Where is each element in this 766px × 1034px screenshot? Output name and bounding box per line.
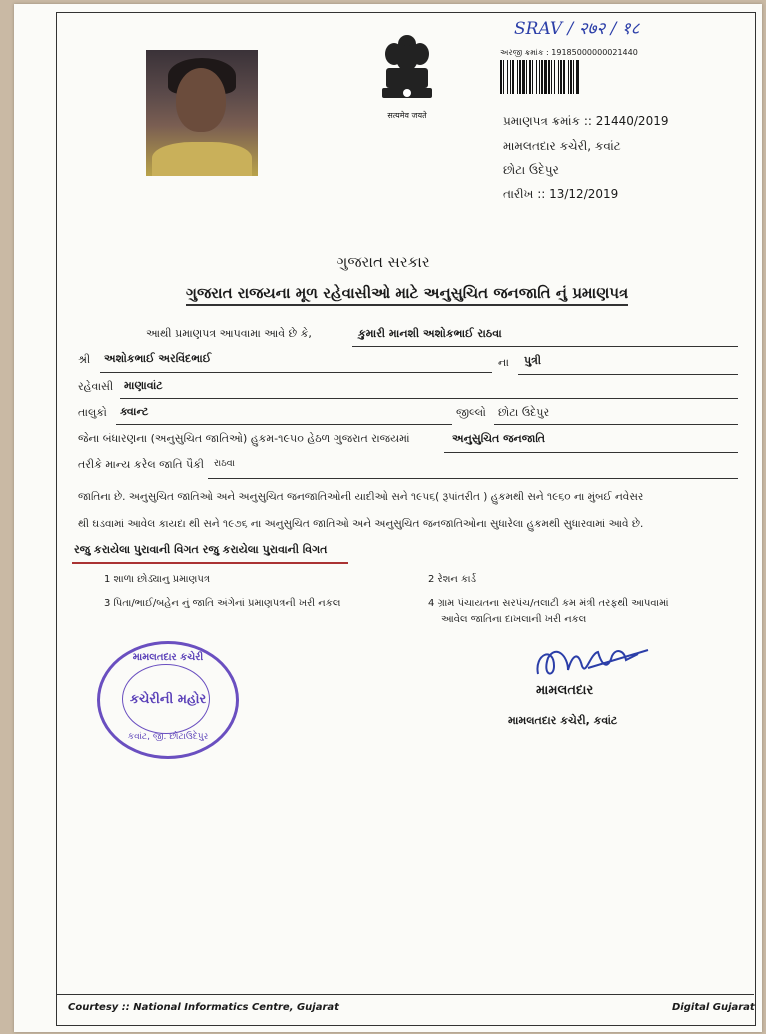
district-value: છોટા ઉદેપુર [498, 406, 550, 419]
application-number: અરજી ક્રમાંક : 19185000000021440 [500, 48, 638, 57]
certificate-title: ગુજરાત રાજયના મૂળ રહેવાસીઓ માટે અનુસુચિત જનજાતિ નું પ્રમાણપત્ર [186, 284, 628, 306]
na-label: ના [498, 356, 509, 369]
shri-label: શ્રી [78, 353, 91, 366]
issued-to-value: કુમારી માનશી અશોકભાઈ રાઠવા [358, 327, 502, 340]
order-label: જેના બંધારણના (અનુસુચિત જાતિઓ) હુકમ-૧૯૫૦ હેઠળ ગુજરાત રાજયમાં [78, 432, 410, 445]
document-item-4: 4 ગ્રામ પંચાયતના સરપંચ/તલાટી કમ મંત્રી તરફથી આપવામાં [428, 598, 669, 609]
resident-underline [120, 398, 738, 399]
father-name-value: અશોકભાઈ અરવિંદભાઈ [104, 352, 212, 365]
caste-value: રાઠવા [214, 458, 236, 469]
taluka-label: તાલુકો [78, 406, 107, 419]
relation-underline [518, 374, 738, 375]
applicant-photo [146, 50, 258, 176]
resident-value: માણાવાંટ [124, 379, 163, 392]
barcode [500, 60, 650, 94]
district-label: જીલ્લો [456, 406, 486, 419]
footer-courtesy: Courtesy :: National Informatics Centre, Gujarat [68, 1002, 339, 1013]
certificate-paragraph [78, 484, 718, 538]
district-underline [494, 424, 738, 425]
father-name-underline [100, 372, 492, 373]
handwritten-number: SRAV / २७२ / १८ [514, 19, 640, 39]
document-item-2: 2 રેશન કાર્ડ [428, 574, 477, 585]
stamp-top-text: મામલતદાર કચેરી [132, 652, 204, 663]
footer-divider [57, 994, 754, 995]
stamp-center-text: કચેરીની મહોર [129, 692, 207, 707]
taluka-underline [116, 424, 452, 425]
relation-value: પુત્રી [524, 354, 542, 367]
documents-heading: રજુ કરાયેલા પુરાવાની વિગત રજુ કરાયેલા પુરાવાની વિગત [74, 543, 328, 556]
issue-date: તારીખ :: 13/12/2019 [503, 187, 619, 201]
issuing-office: મામલતદાર કચેરી, કવાંટ [503, 139, 621, 153]
document-item-3: 3 પિતા/ભાઈ/બહેન નું જાતિ અંગેનાં પ્રમાણપત્રની ખરી નકલ [104, 598, 341, 609]
caste-underline [208, 478, 738, 479]
stamp-bottom-text: કવાંટ, જી. છોટાઉદેપુર [127, 732, 209, 742]
signatory-designation: મામલતદાર [536, 683, 594, 698]
certificate-number: પ્રમાણપત્ર ક્રમાંક :: 21440/2019 [503, 114, 669, 128]
taluka-value: ક્વાન્ટ [120, 405, 149, 418]
documents-heading-underline [72, 562, 348, 564]
signature-icon [528, 636, 658, 686]
signatory-office: મામલતદાર કચેરી, કવાંટ [508, 714, 618, 727]
office-seal-stamp [97, 641, 239, 759]
order-value: અનુસુચિત જનજાતિ [452, 432, 546, 445]
government-title: ગુજરાત સરકાર [336, 253, 430, 271]
caste-label: તરીકે માન્ય કરેલ જાતિ પૈકી [78, 458, 205, 471]
issued-to-label: આથી પ્રમાણપત્ર આપવામા આવે છે કે, [146, 327, 312, 340]
issuing-district: છોટા ઉદેપુર [503, 163, 559, 177]
footer-brand: Digital Gujarat [672, 1002, 755, 1013]
resident-label: રહેવાસી [78, 380, 114, 393]
paragraph-line-2: થી ઘડવામાં આવેલ કાયદા થી સને ૧૯૭૬ ના અનુસુચિત જાતિઓ અને અનુસુચિત જનજાતિઓના સુધારેલા હુકમથી સુધારવામાં આવે છે. [78, 518, 644, 530]
emblem-motto: सत्यमेव जयते [387, 111, 427, 120]
order-underline [444, 452, 738, 453]
issued-to-underline [352, 346, 738, 347]
national-emblem-icon [372, 30, 442, 120]
document-item-4-cont: આવેલ જાતિના દાખલાની ખરી નકલ [441, 614, 587, 625]
document-item-1: 1 શાળા છોડ્યાનુ પ્રમાણપત્ર [104, 574, 210, 585]
paragraph-line-1: જાતિના છે. અનુસુચિત જાતિઓ અને અનુસુચિત જનજાતિઓની યાદીઓ સને ૧૯૫૬( રૂપાંતરીત ) હુકમથી સને ૧૯૬૦ ના મુંબઈ નવેસર [78, 491, 644, 503]
